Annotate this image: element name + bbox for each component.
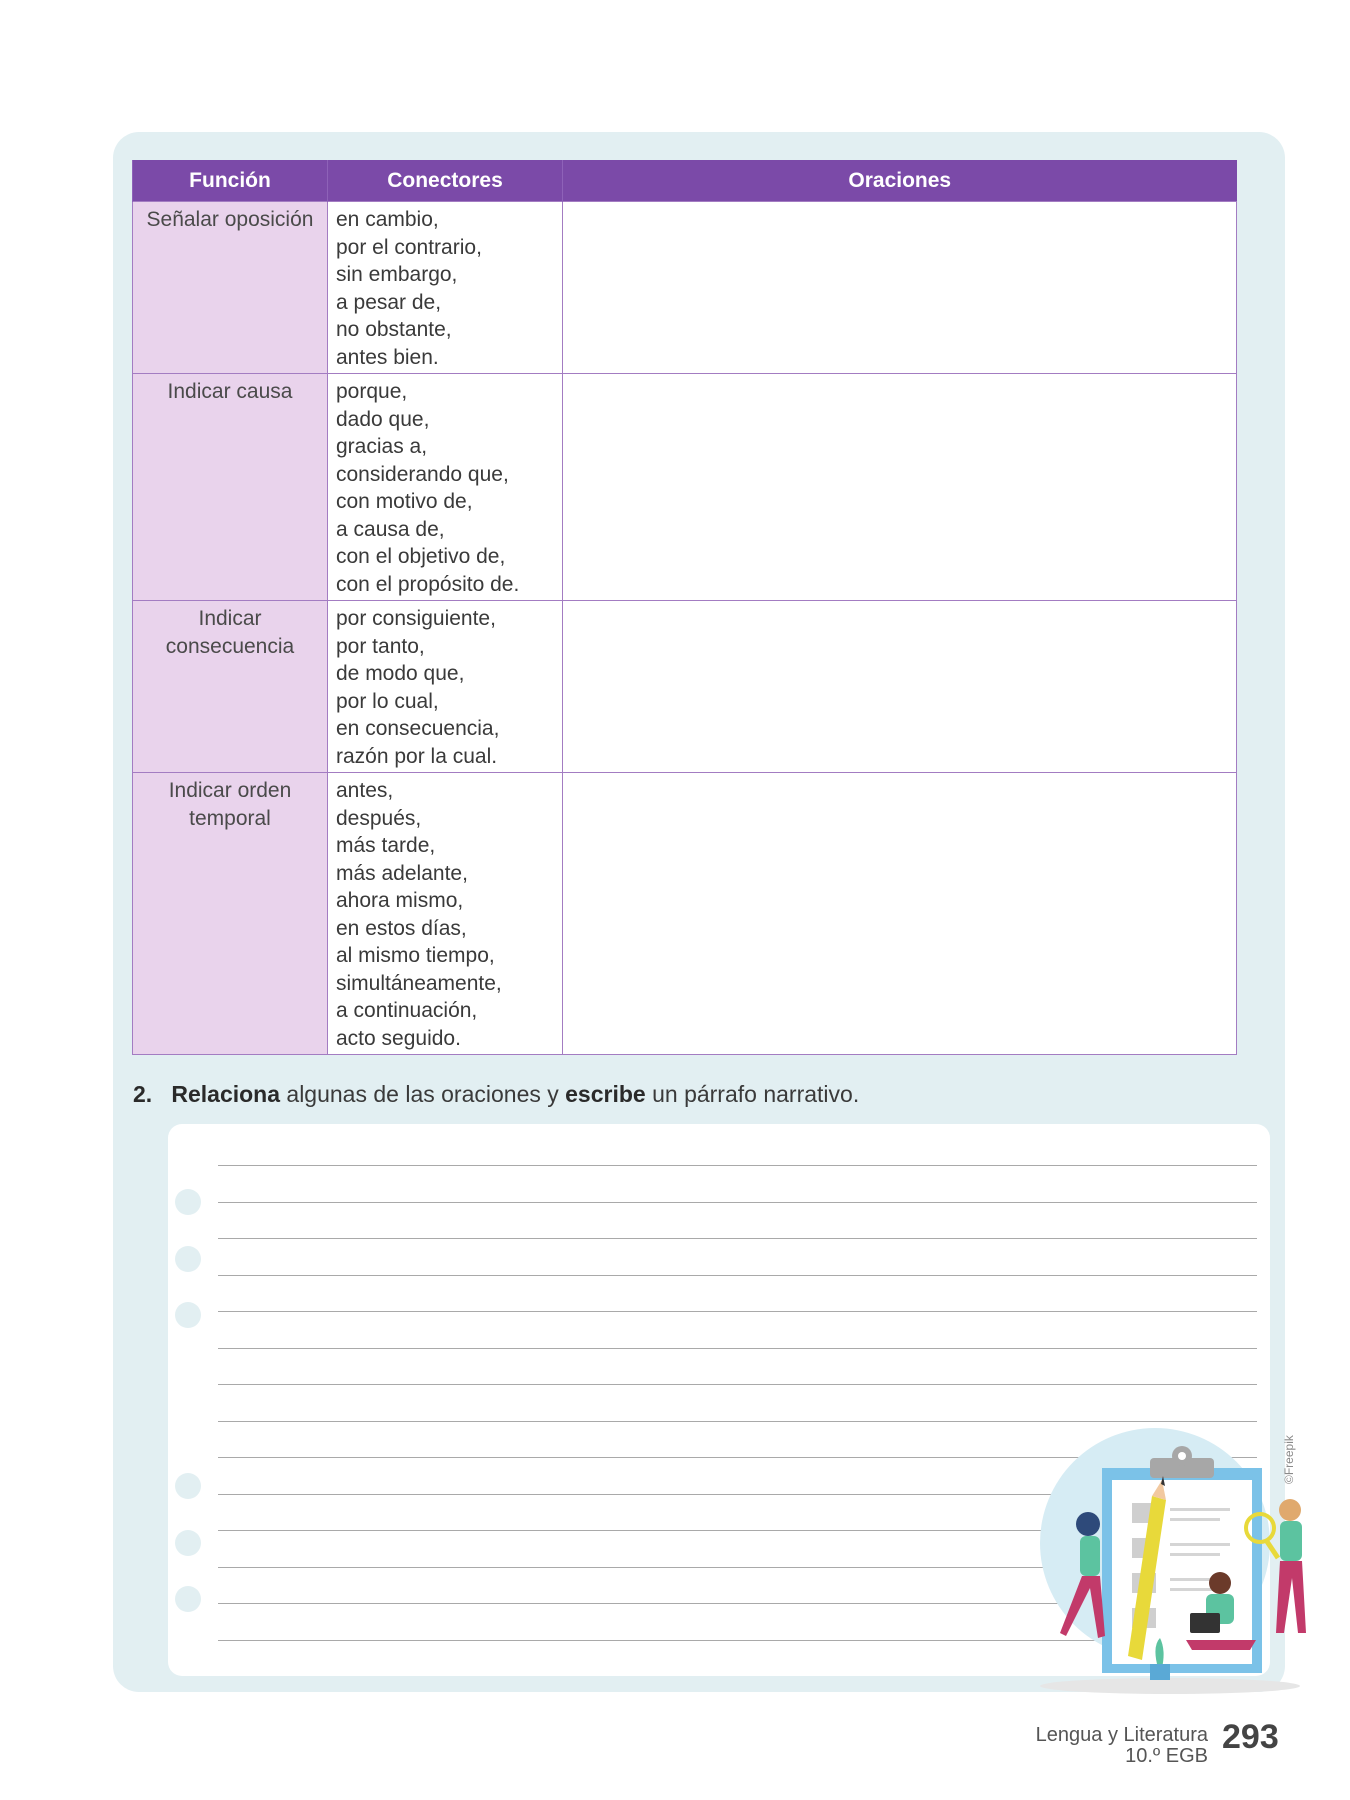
connector-item: de modo que,	[336, 662, 465, 685]
exercise-instruction	[133, 1081, 859, 1108]
connector-item: simultáneamente,	[336, 971, 502, 995]
function-cell: Señalar oposición	[133, 202, 328, 374]
connector-item: más adelante,	[336, 861, 468, 885]
connector-item: en cambio,	[336, 208, 439, 231]
image-credit: ©Freepik	[1282, 1435, 1296, 1484]
connector-item: por el contrario,	[336, 235, 482, 259]
connector-item: gracias a,	[336, 435, 428, 458]
connector-item: antes bien.	[336, 345, 439, 369]
function-cell: Indicar causa	[133, 374, 328, 601]
connectors-cell	[328, 374, 563, 601]
exercise-verb-relaciona: Relaciona	[171, 1081, 281, 1107]
connector-item: con el objetivo de,	[336, 545, 506, 568]
connector-item: razón por la cual.	[336, 744, 498, 768]
table-header-row	[133, 160, 1237, 202]
notebook-hole	[175, 1189, 201, 1215]
connector-item: al mismo tiempo,	[336, 944, 495, 967]
footer-title	[1036, 1725, 1208, 1767]
notebook-hole	[175, 1586, 201, 1612]
connector-item: por consiguiente,	[336, 607, 496, 630]
notebook-hole	[175, 1246, 201, 1272]
writing-line[interactable]	[218, 1202, 1257, 1203]
connector-item: con motivo de,	[336, 490, 473, 513]
connectors-cell	[328, 601, 563, 773]
connector-item: porque,	[336, 380, 408, 403]
writing-line[interactable]	[218, 1165, 1257, 1166]
table-row	[133, 374, 1237, 601]
writing-line[interactable]	[218, 1311, 1257, 1312]
header-conectores: Conectores	[328, 160, 563, 202]
connector-item: a causa de,	[336, 517, 445, 541]
connector-item: acto seguido.	[336, 1026, 461, 1050]
connector-item: considerando que,	[336, 462, 509, 486]
writing-line[interactable]	[218, 1275, 1257, 1276]
notebook-hole	[175, 1473, 201, 1499]
connector-item: sin embargo,	[336, 263, 458, 286]
connector-item: a continuación,	[336, 999, 478, 1022]
connector-item: a pesar de,	[336, 290, 442, 314]
writing-line[interactable]	[218, 1348, 1257, 1349]
exercise-number: 2.	[133, 1081, 153, 1107]
header-oraciones: Oraciones	[563, 160, 1237, 202]
connector-item: con el propósito de.	[336, 572, 520, 596]
sentences-answer-cell[interactable]	[563, 374, 1237, 601]
connector-item: antes,	[336, 779, 394, 802]
connectors-table	[132, 160, 1237, 1055]
writing-line[interactable]	[218, 1421, 1257, 1422]
function-line: consecuencia	[165, 634, 295, 658]
sentences-answer-cell[interactable]	[563, 773, 1237, 1055]
table-row	[133, 773, 1237, 1055]
connector-item: en consecuencia,	[336, 717, 500, 740]
connector-item: no obstante,	[336, 318, 452, 341]
writing-line[interactable]	[218, 1238, 1257, 1239]
exercise-verb-escribe: escribe	[565, 1081, 646, 1107]
notebook-hole	[175, 1302, 201, 1328]
function-line: temporal	[189, 806, 271, 830]
connector-item: en estos días,	[336, 916, 467, 940]
table-row	[133, 601, 1237, 773]
exercise-text: algunas de las oraciones y	[280, 1081, 566, 1107]
page-number: 293	[1222, 1718, 1279, 1756]
function-cell	[133, 601, 328, 773]
connector-item: más tarde,	[336, 834, 436, 857]
exercise-text: un párrafo narrativo.	[645, 1081, 860, 1107]
function-line: Indicar	[198, 607, 262, 630]
connector-item: dado que,	[336, 407, 430, 431]
connector-item: por lo cual,	[336, 689, 439, 713]
sentences-answer-cell[interactable]	[563, 202, 1237, 374]
function-line: Indicar orden	[168, 779, 292, 802]
connector-item: ahora mismo,	[336, 889, 464, 912]
notebook-hole	[175, 1530, 201, 1556]
header-funcion: Función	[133, 160, 328, 202]
connector-item: después,	[336, 806, 422, 830]
connectors-cell	[328, 202, 563, 374]
footer-subject: Lengua y Literatura	[1035, 1724, 1208, 1746]
writing-line[interactable]	[218, 1384, 1257, 1385]
sentences-answer-cell[interactable]	[563, 601, 1237, 773]
function-cell	[133, 773, 328, 1055]
connector-item: por tanto,	[336, 634, 425, 658]
connectors-cell	[328, 773, 563, 1055]
footer-grade: 10.º EGB	[1125, 1745, 1208, 1767]
table-row	[133, 202, 1237, 374]
